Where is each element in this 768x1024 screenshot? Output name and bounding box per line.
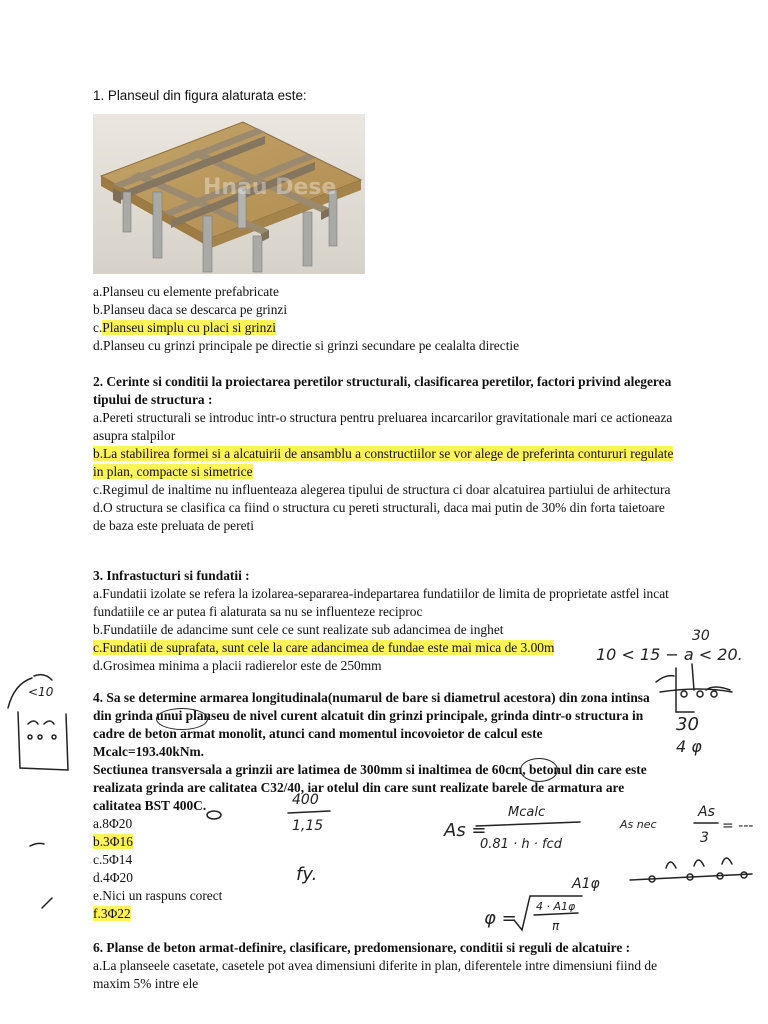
q4-option-b: b.3Φ16: [93, 834, 133, 849]
hw-note-inequality: 10 < 15 − a < 20.: [596, 645, 743, 664]
hw-note-4a: 4 · A1φ: [536, 900, 576, 913]
hw-note-as2: As: [698, 804, 715, 820]
q4-option-f: f.3Φ22: [93, 906, 131, 921]
q4-option-d: d.4Φ20: [93, 870, 133, 885]
hw-note-30: 30: [676, 714, 699, 735]
hw-note-400: 400: [292, 792, 319, 808]
q2-option-c: c.Regimul de inaltime nu influenteaza alegerea tipului de structura ci doar alcatuirea partiului de arhitectura: [93, 482, 671, 497]
hw-note-denominator: 0.81 · h · fcd: [480, 837, 562, 852]
hw-note-3: 3: [700, 830, 709, 846]
circle-mark-grinda: [156, 708, 208, 730]
q3-option-b: b.Fundatiile de adancime sunt cele ce sunt realizate sub adancimea de inghet: [93, 622, 504, 637]
hw-note-a1phi: A1φ: [572, 876, 600, 892]
circle-mark-60cm: [520, 758, 558, 782]
q1-option-c: c.Planseu simplu cu placi si grinzi: [93, 320, 276, 335]
q2-option-b: b.La stabilirea formei si a alcatuirii de ansamblu a constructiilor se vor alege de preferinta contururi regulate in plan, compacte si simetrice: [93, 446, 674, 479]
q3-option-d: d.Grosimea minima a placii radierelor este de 250mm: [93, 658, 382, 673]
q6-option-a: a.La planseele casetate, casetele pot avea dimensiuni diferite in plan, diferentele intre dimensiuni fiind de maxim 5% intre ele: [93, 958, 658, 991]
hw-note-pi: π: [552, 919, 560, 933]
svg-text:Hnau Dese: Hnau Dese: [203, 175, 337, 200]
hw-note-4phi: 4 φ: [676, 737, 702, 756]
hw-note-mcalc: Mcalc: [508, 805, 546, 820]
question-2: [93, 373, 678, 535]
q3-option-c: c.Fundatii de suprafata, sunt cele la care adancimea de fundae este mai mica de 3.00m: [93, 640, 555, 655]
hw-note-asnec: As nec: [620, 818, 657, 831]
hw-note-fyd: fy.: [296, 864, 318, 885]
question-4-title: 4. Sa se determine armarea longitudinala(numarul de bare si diametrul acestora) din zona intinsa din grinda unui planseu de nivel curent alcatuit din grinzi principale, grinda dintr-o structura in cadre de beton armat monolit, atunci cand momentul incovoietor de calcul este Mcalc=193.40kNm.: [93, 690, 650, 759]
q2-option-a: a.Pereti structurali se introduc intr-o structura pentru preluarea incarcarilor gravitationale mari ce actioneaza asupra stalpilor: [93, 410, 673, 443]
question-1-options: [93, 283, 678, 355]
hw-note-eq: = ---: [722, 818, 754, 834]
q2-option-d: d.O structura se clasifica ca fiind o structura cu pereti structurali, daca mai putin de 30% din forta taietoare de baza este preluata de pereti: [93, 500, 665, 533]
hw-note-phi-eq: φ =: [484, 908, 517, 929]
question-2-title: 2. Cerinte si conditii la proiectarea peretilor structurali, clasificarea peretilor, factori privind alegerea tipului de structura :: [93, 374, 672, 407]
q1-option-b: b.Planseu daca se descarca pe grinzi: [93, 302, 288, 317]
q4-option-e: e.Nici un raspuns corect: [93, 888, 223, 903]
hw-note-lt10: <10: [28, 685, 54, 699]
q1-option-a: a.Planseu cu elemente prefabricate: [93, 284, 279, 299]
hw-note-115: 1,15: [292, 818, 324, 834]
hw-note-as: As =: [444, 820, 487, 841]
question-1-title: 1. Planseul din figura alaturata este:: [93, 88, 307, 103]
floor-slab-figure: [93, 114, 365, 274]
question-6-title: 6. Planse de beton armat-definire, clasificare, predomensionare, conditii si reguli de alcatuire :: [93, 940, 631, 955]
q1-option-d: d.Planseu cu grinzi principale pe directie si grinzi secundare pe cealalta directie: [93, 338, 520, 353]
question-3: [93, 567, 678, 675]
hw-note-30-top: 30: [692, 628, 710, 644]
q3-option-a: a.Fundatii izolate se refera la izolarea-separarea-indepartarea fundatiilor de limita de proprietate astfel incat fundatiile ce ar putea fi alaturata sa nu se influenteze reciproc: [93, 586, 669, 619]
question-3-title: 3. Infrastucturi si fundatii :: [93, 568, 250, 583]
q4-option-a: a.8Φ20: [93, 816, 133, 831]
question-6: [93, 939, 678, 993]
q4-option-c: c.5Φ14: [93, 852, 133, 867]
question-4-text: Sectiunea transversala a grinzii are latimea de 300mm si inaltimea de 60cm, betonul din care este realizata grinda are calitatea C32/40, iar otelul din care sunt realizate barele de armatura are calitatea BST 400C.: [93, 762, 647, 813]
